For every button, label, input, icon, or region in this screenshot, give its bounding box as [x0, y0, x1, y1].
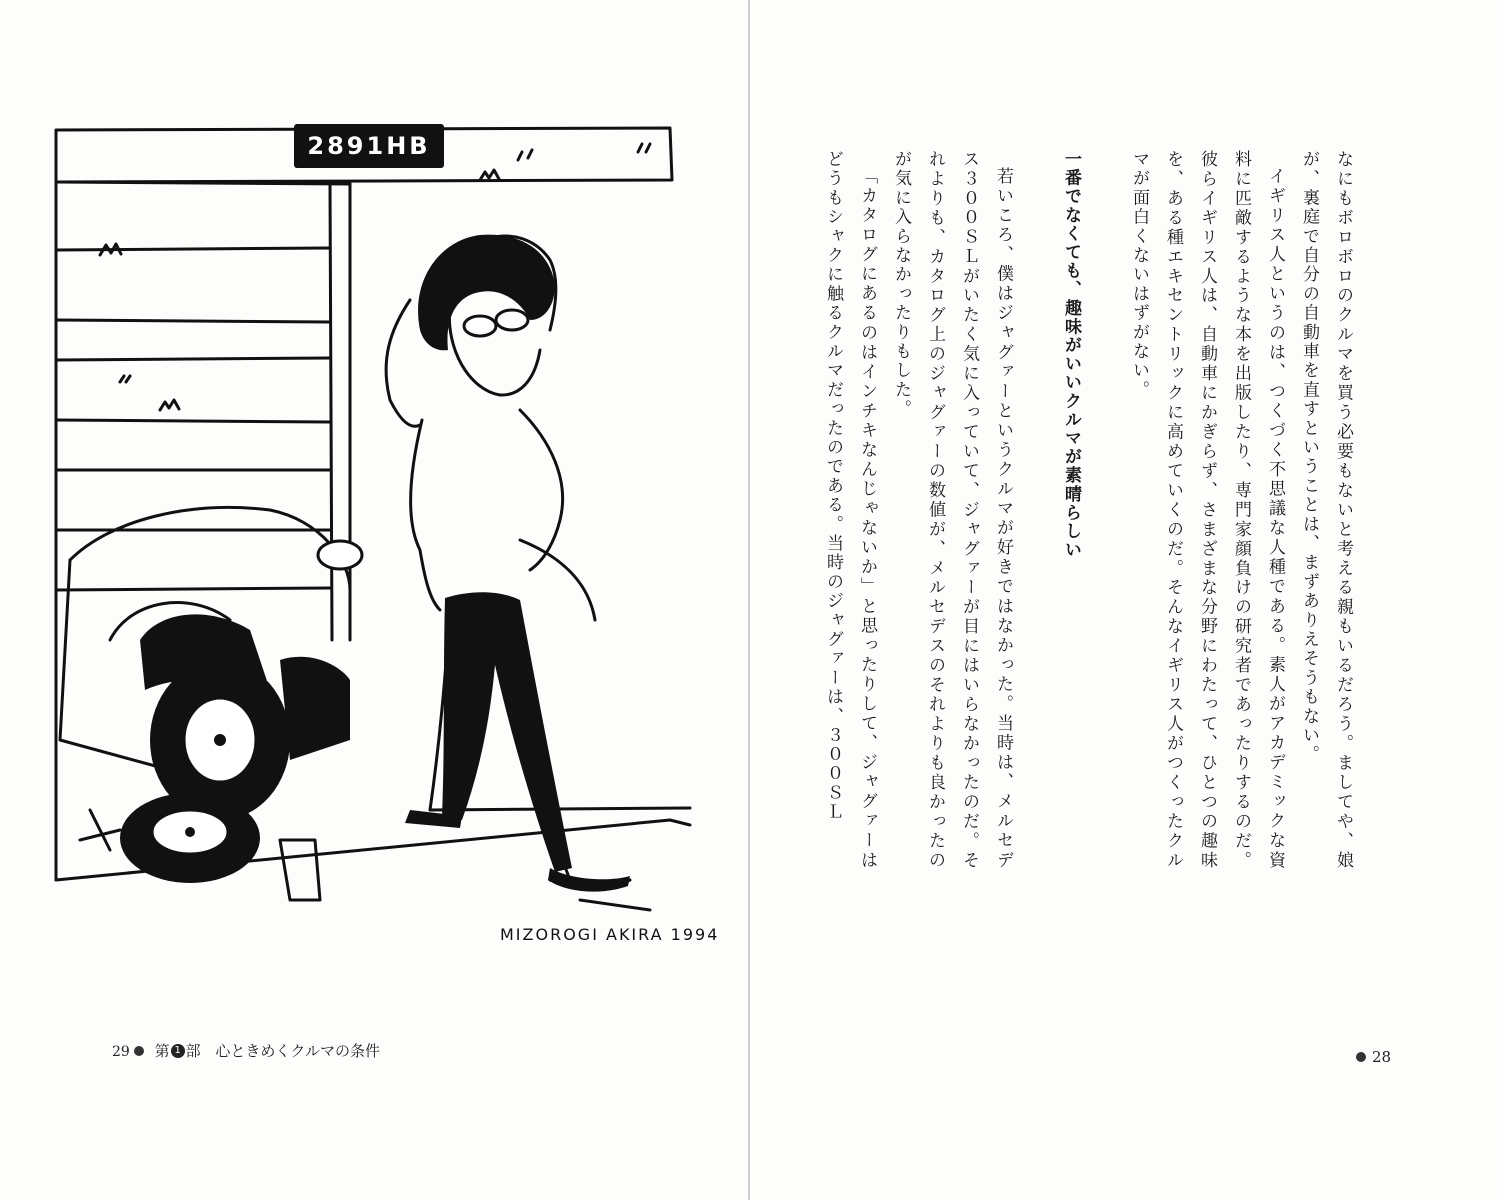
right-page-number: 28	[1372, 1048, 1392, 1066]
page-dot-icon	[134, 1046, 144, 1056]
body-paragraph: 若いころ、僕はジャグァーというクルマが好きではなかった。当時は、メルセデス３００ＳＬがいたく気に入っていて、ジャグァーが目にはいらなかったのだ。それよりも、カタログ上のジャグァーの数値が、メルセデスのそれよりも良かったのが気に入らなかったりもした。	[891, 150, 1013, 870]
section-heading: 一番でなくても、趣味がいいクルマが素晴らしい	[1061, 150, 1081, 560]
body-paragraph: イギリス人というのは、つくづく不思議な人種である。素人がアカデミックな資料に匹敵するような本を出版したり、専門家顔負けの研究者であったりするのだ。彼らイギリス人は、自動車にかぎらず、さまざまな分野にわたって、ひとつの趣味を、ある種エキセントリックに高めていくのだ。そんなイギリス人がつくったクルマが面白くないはずがない。	[1129, 150, 1285, 870]
part-label: 第	[154, 1042, 170, 1060]
license-plate-text: 2891HB	[307, 132, 431, 160]
vertical-body-text	[823, 150, 1360, 870]
body-paragraph: なにもボロボロのクルマを買う必要もないと考える親もいるだろう。ましてや、娘が、裏庭で自分の自動車を直すということは、まずありえそうもない。	[1299, 150, 1353, 870]
illustration-woman-repairing-car	[50, 120, 710, 960]
right-page-footer	[1352, 1048, 1391, 1066]
left-page-number: 29	[112, 1044, 130, 1060]
body-paragraph: 「カタログにあるのはインチキなんじゃないか」と思ったりして、ジャグァーはどうもシャクに触るクルマだったのである。当時のジャグァーは、３００ＳＬ	[823, 150, 877, 870]
left-page-footer	[112, 1040, 380, 1061]
part-suffix: 部	[185, 1042, 201, 1060]
part-number-circle: 1	[171, 1044, 185, 1058]
chapter-title: 心ときめくクルマの条件	[215, 1042, 380, 1060]
page-dot-icon	[1356, 1052, 1366, 1062]
left-page	[0, 0, 748, 1200]
illustrator-signature: MIZOROGI AKIRA 1994	[500, 925, 720, 944]
